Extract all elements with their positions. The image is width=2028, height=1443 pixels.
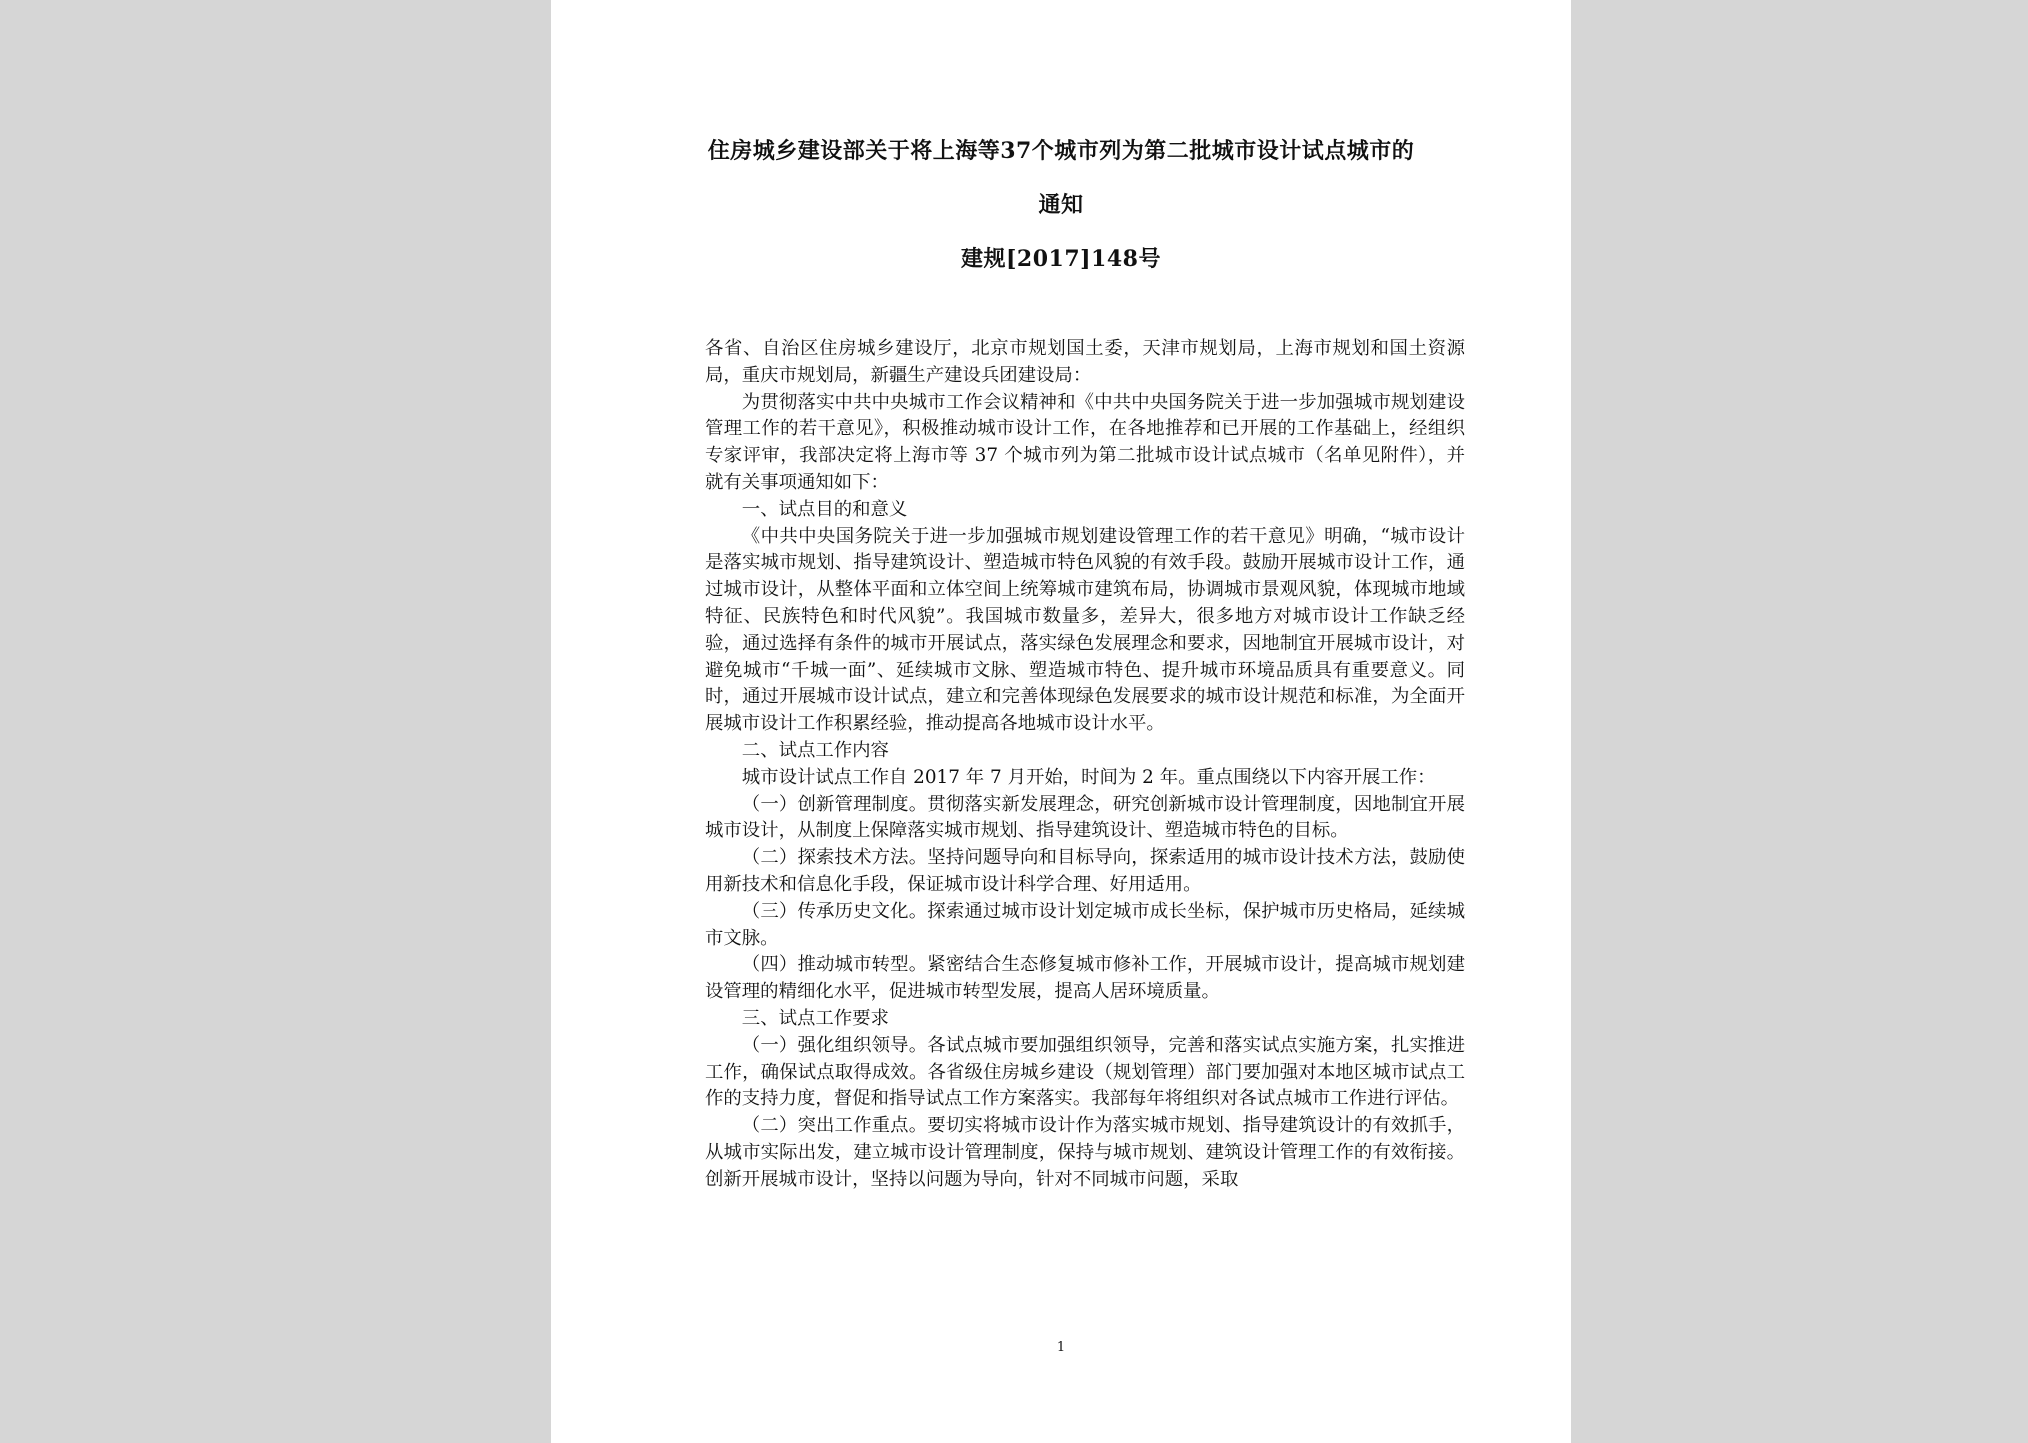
body-paragraph: 城市设计试点工作自 2017 年 7 月开始，时间为 2 年。重点围绕以下内容开展工作： xyxy=(741,766,1436,788)
section-heading-1: 一、试点目的和意义 xyxy=(741,498,908,520)
list-item-paragraph: （一）创新管理制度。贯彻落实新发展理念，研究创新城市设计管理制度，因地制宜开展城市设计，从制度上保障落实城市规划、指导建筑设计、塑造城市特色的目标。 xyxy=(705,793,1465,842)
body-paragraph: 《中共中央国务院关于进一步加强城市规划建设管理工作的若干意见》明确，“城市设计是落实城市规划、指导建筑设计、塑造城市特色风貌的有效手段。鼓励开展城市设计工作，通过城市设计，从整体平面和立体空间上统筹城市建筑布局，协调城市景观风貌，体现城市地域特征、民族特色和时代风貌”。我国城市数量多，差异大，很多地方对城市设计工作缺乏经验，通过选择有条件的城市开展试点，落实绿色发展理念和要求，因地制宜开展城市设计，对避免城市“千城一面”、延续城市文脉、塑造城市特色、提升城市环境品质具有重要意义。同时，通过开展城市设计试点，建立和完善体现绿色发展要求的城市设计规范和标准，为全面开展城市设计工作积累经验，推动提高各地城市设计水平。 xyxy=(705,525,1465,735)
list-item-paragraph: （一）强化组织领导。各试点城市要加强组织领导，完善和落实试点实施方案，扎实推进工作，确保试点取得成效。各省级住房城乡建设（规划管理）部门要加强对本地区城市试点工作的支持力度，督促和指导试点工作方案落实。我部每年将组织对各试点城市工作进行评估。 xyxy=(705,1034,1465,1110)
list-item-paragraph: （三）传承历史文化。探索通过城市设计划定城市成长坐标，保护城市历史格局，延续城市文脉。 xyxy=(705,900,1465,949)
list-item-paragraph: （二）突出工作重点。要切实将城市设计作为落实城市规划、指导建筑设计的有效抓手，从城市实际出发，建立城市设计管理制度，保持与城市规划、建筑设计管理工作的有效衔接。创新开展城市设计，坚持以问题为导向，针对不同城市问题，采取 xyxy=(705,1115,1465,1190)
list-item-paragraph: （二）探索技术方法。坚持问题导向和目标导向，探索适用的城市设计技术方法，鼓励使用新技术和信息化手段，保证城市设计科学合理、好用适用。 xyxy=(705,847,1465,895)
section-heading-2: 二、试点工作内容 xyxy=(741,739,889,761)
list-item-paragraph: （四）推动城市转型。紧密结合生态修复城市修补工作，开展城市设计，提高城市规划建设管理的精细化水平，促进城市转型发展，提高人居环境质量。 xyxy=(705,954,1465,1003)
document-title-line-1: 住房城乡建设部关于将上海等37个城市列为第二批城市设计试点城市的 xyxy=(707,138,1415,164)
document-title-line-2: 通知 xyxy=(1038,192,1084,218)
document-number: 建规[2017]148号 xyxy=(961,246,1161,272)
addressee-paragraph: 各省、自治区住房城乡建设厅，北京市规划国土委，天津市规划局，上海市规划和国土资源局，重庆市规划局，新疆生产建设兵团建设局： xyxy=(705,338,1465,386)
intro-paragraph: 为贯彻落实中共中央城市工作会议精神和《中共中央国务院关于进一步加强城市规划建设管理工作的若干意见》，积极推动城市设计工作，在各地推荐和已开展的工作基础上，经组织专家评审，我部决定将上海市等 37 个城市列为第二批城市设计试点城市（名单见附件），并就有关事项通知如下： xyxy=(705,391,1465,493)
document-page xyxy=(551,0,1571,1443)
page-number: 1 xyxy=(1056,1340,1066,1355)
section-heading-3: 三、试点工作要求 xyxy=(741,1007,889,1029)
document-body xyxy=(705,336,1465,1194)
